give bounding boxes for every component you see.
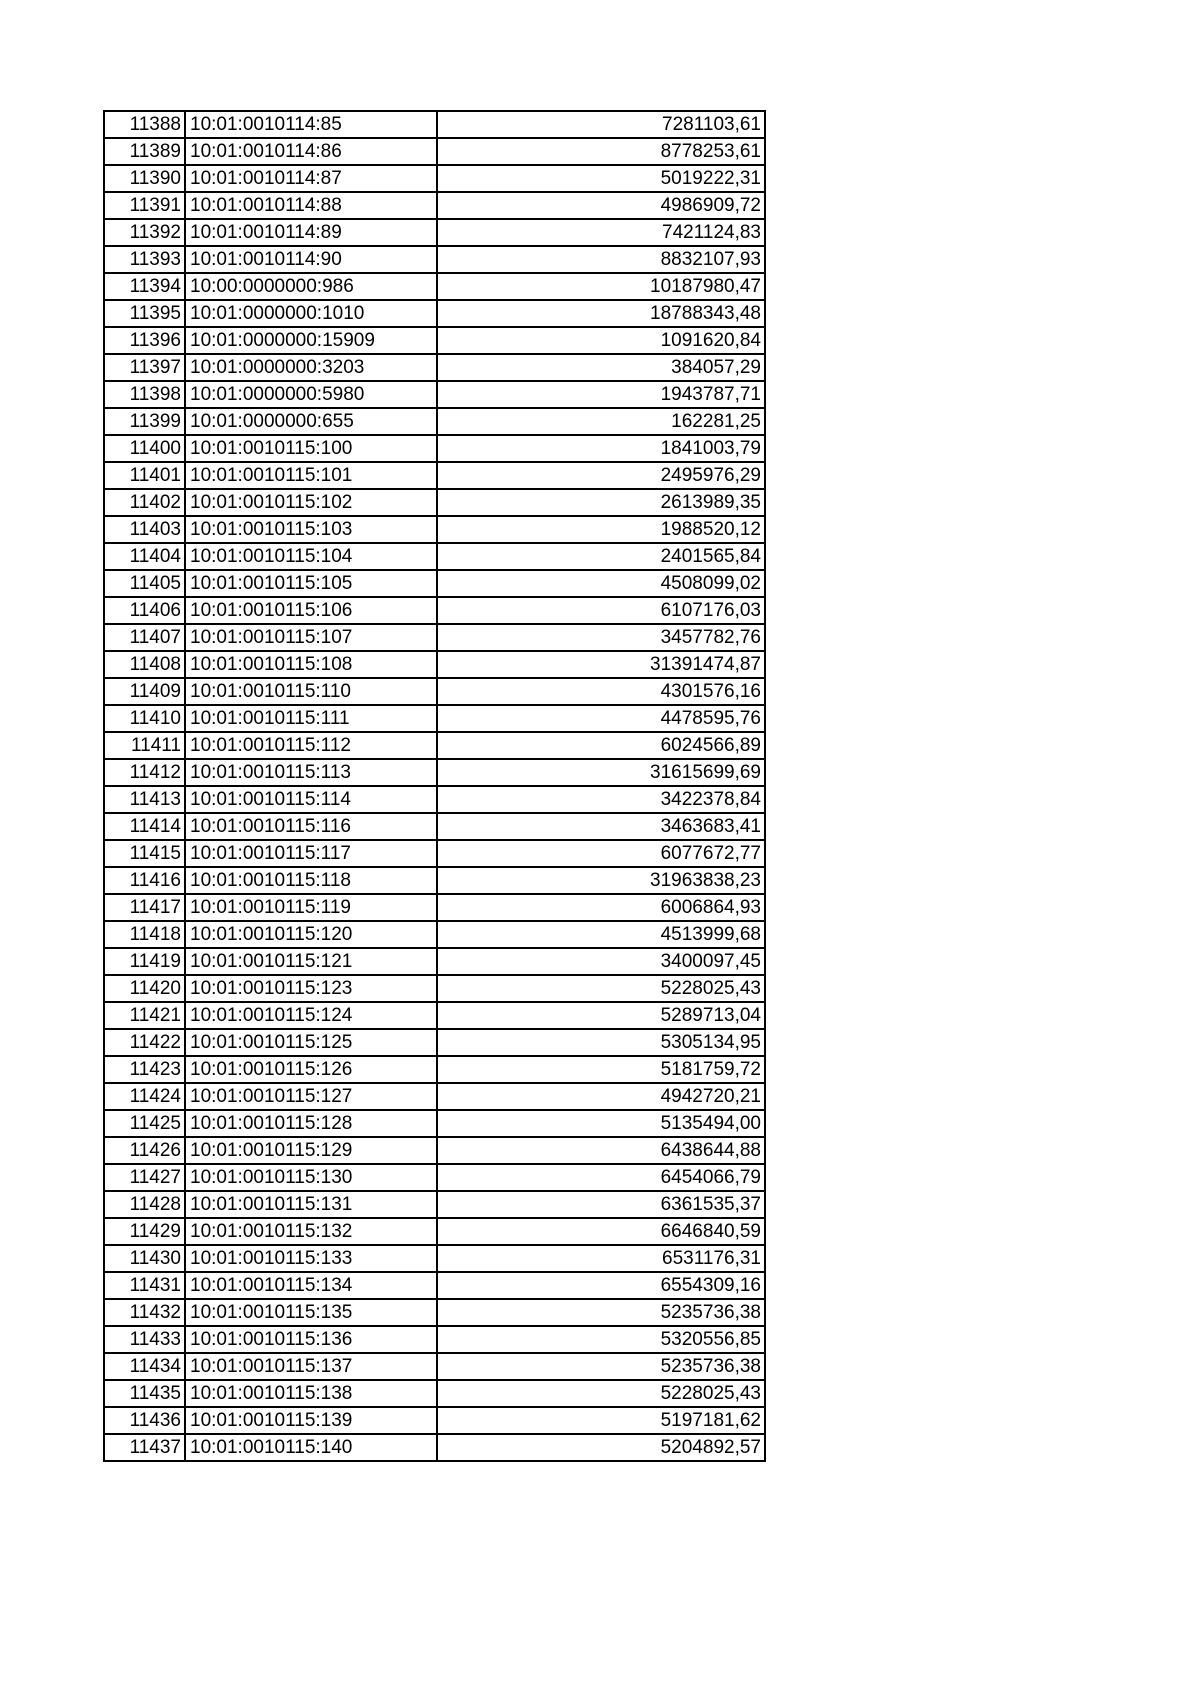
table-row [104, 1353, 765, 1380]
value-cell: 2401565,84 [437, 543, 765, 570]
value-cell: 7281103,61 [437, 111, 765, 138]
row-number-cell: 11421 [104, 1002, 185, 1029]
row-number-cell: 11392 [104, 219, 185, 246]
table-row [104, 462, 765, 489]
row-number-cell: 11434 [104, 1353, 185, 1380]
cadastral-number-cell: 10:01:0010115:121 [185, 948, 437, 975]
row-number-cell: 11408 [104, 651, 185, 678]
value-cell: 8778253,61 [437, 138, 765, 165]
value-cell: 3422378,84 [437, 786, 765, 813]
table-row [104, 1218, 765, 1245]
table-row [104, 1164, 765, 1191]
table-row [104, 192, 765, 219]
table-row [104, 1407, 765, 1434]
row-number-cell: 11429 [104, 1218, 185, 1245]
value-cell: 6361535,37 [437, 1191, 765, 1218]
cadastral-number-cell: 10:01:0010115:103 [185, 516, 437, 543]
table-row [104, 1326, 765, 1353]
row-number-cell: 11426 [104, 1137, 185, 1164]
row-number-cell: 11389 [104, 138, 185, 165]
value-cell: 4478595,76 [437, 705, 765, 732]
table-row [104, 894, 765, 921]
table-row [104, 840, 765, 867]
value-cell: 3400097,45 [437, 948, 765, 975]
cadastral-number-cell: 10:01:0010114:87 [185, 165, 437, 192]
table-row [104, 219, 765, 246]
value-cell: 1841003,79 [437, 435, 765, 462]
value-cell: 7421124,83 [437, 219, 765, 246]
cadastral-number-cell: 10:01:0010115:118 [185, 867, 437, 894]
cadastral-number-cell: 10:01:0010114:86 [185, 138, 437, 165]
cadastral-number-cell: 10:01:0010115:129 [185, 1137, 437, 1164]
cadastral-number-cell: 10:01:0000000:1010 [185, 300, 437, 327]
value-cell: 5019222,31 [437, 165, 765, 192]
cadastral-number-cell: 10:01:0010115:110 [185, 678, 437, 705]
value-cell: 5197181,62 [437, 1407, 765, 1434]
cadastral-number-cell: 10:01:0010115:114 [185, 786, 437, 813]
value-cell: 6531176,31 [437, 1245, 765, 1272]
row-number-cell: 11388 [104, 111, 185, 138]
value-cell: 10187980,47 [437, 273, 765, 300]
cadastral-number-cell: 10:01:0010115:102 [185, 489, 437, 516]
table-row [104, 435, 765, 462]
value-cell: 1091620,84 [437, 327, 765, 354]
table-row [104, 786, 765, 813]
cadastral-number-cell: 10:01:0010114:89 [185, 219, 437, 246]
value-cell: 4513999,68 [437, 921, 765, 948]
row-number-cell: 11435 [104, 1380, 185, 1407]
row-number-cell: 11419 [104, 948, 185, 975]
cadastral-number-cell: 10:01:0010115:136 [185, 1326, 437, 1353]
table-row [104, 1272, 765, 1299]
table-row [104, 759, 765, 786]
cadastral-number-cell: 10:01:0010115:127 [185, 1083, 437, 1110]
cadastral-number-cell: 10:01:0010114:90 [185, 246, 437, 273]
row-number-cell: 11396 [104, 327, 185, 354]
value-cell: 1943787,71 [437, 381, 765, 408]
cadastral-number-cell: 10:01:0000000:5980 [185, 381, 437, 408]
row-number-cell: 11413 [104, 786, 185, 813]
table-row [104, 1137, 765, 1164]
row-number-cell: 11397 [104, 354, 185, 381]
row-number-cell: 11422 [104, 1029, 185, 1056]
table-row [104, 948, 765, 975]
row-number-cell: 11398 [104, 381, 185, 408]
table-row [104, 705, 765, 732]
value-cell: 162281,25 [437, 408, 765, 435]
row-number-cell: 11433 [104, 1326, 185, 1353]
row-number-cell: 11416 [104, 867, 185, 894]
row-number-cell: 11423 [104, 1056, 185, 1083]
cadastral-number-cell: 10:01:0010115:120 [185, 921, 437, 948]
value-cell: 18788343,48 [437, 300, 765, 327]
table-row [104, 651, 765, 678]
table-row [104, 516, 765, 543]
cadastral-number-cell: 10:00:0000000:986 [185, 273, 437, 300]
table-row [104, 543, 765, 570]
table-row [104, 732, 765, 759]
value-cell: 3463683,41 [437, 813, 765, 840]
row-number-cell: 11415 [104, 840, 185, 867]
row-number-cell: 11430 [104, 1245, 185, 1272]
cadastral-number-cell: 10:01:0010115:134 [185, 1272, 437, 1299]
row-number-cell: 11405 [104, 570, 185, 597]
cadastral-number-cell: 10:01:0010115:135 [185, 1299, 437, 1326]
value-cell: 4986909,72 [437, 192, 765, 219]
row-number-cell: 11407 [104, 624, 185, 651]
row-number-cell: 11406 [104, 597, 185, 624]
table-row [104, 381, 765, 408]
cadastral-number-cell: 10:01:0000000:3203 [185, 354, 437, 381]
value-cell: 31391474,87 [437, 651, 765, 678]
cadastral-number-cell: 10:01:0010115:130 [185, 1164, 437, 1191]
cadastral-number-cell: 10:01:0010115:100 [185, 435, 437, 462]
table-row [104, 1434, 765, 1461]
table-row [104, 408, 765, 435]
row-number-cell: 11403 [104, 516, 185, 543]
cadastral-number-cell: 10:01:0010115:123 [185, 975, 437, 1002]
table-row [104, 1380, 765, 1407]
cadastral-number-cell: 10:01:0010115:107 [185, 624, 437, 651]
row-number-cell: 11424 [104, 1083, 185, 1110]
row-number-cell: 11432 [104, 1299, 185, 1326]
cadastral-number-cell: 10:01:0010115:124 [185, 1002, 437, 1029]
cadastral-number-cell: 10:01:0010115:117 [185, 840, 437, 867]
table-row [104, 1029, 765, 1056]
table-row [104, 570, 765, 597]
row-number-cell: 11411 [104, 732, 185, 759]
cadastral-number-cell: 10:01:0010115:112 [185, 732, 437, 759]
row-number-cell: 11427 [104, 1164, 185, 1191]
cadastral-number-cell: 10:01:0010114:88 [185, 192, 437, 219]
row-number-cell: 11436 [104, 1407, 185, 1434]
value-cell: 6107176,03 [437, 597, 765, 624]
table-body [104, 111, 765, 1461]
cadastral-number-cell: 10:01:0010115:116 [185, 813, 437, 840]
row-number-cell: 11391 [104, 192, 185, 219]
row-number-cell: 11414 [104, 813, 185, 840]
row-number-cell: 11402 [104, 489, 185, 516]
cadastral-number-cell: 10:01:0010115:108 [185, 651, 437, 678]
table-row [104, 1056, 765, 1083]
row-number-cell: 11428 [104, 1191, 185, 1218]
value-cell: 5204892,57 [437, 1434, 765, 1461]
table-row [104, 975, 765, 1002]
cadastral-number-cell: 10:01:0010115:126 [185, 1056, 437, 1083]
cadastral-number-cell: 10:01:0010115:125 [185, 1029, 437, 1056]
value-cell: 5235736,38 [437, 1299, 765, 1326]
table-row [104, 597, 765, 624]
value-cell: 5235736,38 [437, 1353, 765, 1380]
row-number-cell: 11404 [104, 543, 185, 570]
value-cell: 5305134,95 [437, 1029, 765, 1056]
cadastral-number-cell: 10:01:0000000:15909 [185, 327, 437, 354]
table-row [104, 813, 765, 840]
table-row [104, 300, 765, 327]
value-cell: 5181759,72 [437, 1056, 765, 1083]
row-number-cell: 11418 [104, 921, 185, 948]
value-cell: 4942720,21 [437, 1083, 765, 1110]
table-row [104, 624, 765, 651]
cadastral-number-cell: 10:01:0010115:106 [185, 597, 437, 624]
table-row [104, 1083, 765, 1110]
value-cell: 6554309,16 [437, 1272, 765, 1299]
value-cell: 6454066,79 [437, 1164, 765, 1191]
value-cell: 6438644,88 [437, 1137, 765, 1164]
row-number-cell: 11431 [104, 1272, 185, 1299]
value-cell: 5228025,43 [437, 1380, 765, 1407]
row-number-cell: 11417 [104, 894, 185, 921]
row-number-cell: 11393 [104, 246, 185, 273]
row-number-cell: 11399 [104, 408, 185, 435]
value-cell: 6006864,93 [437, 894, 765, 921]
value-cell: 1988520,12 [437, 516, 765, 543]
value-cell: 5135494,00 [437, 1110, 765, 1137]
value-cell: 6077672,77 [437, 840, 765, 867]
row-number-cell: 11409 [104, 678, 185, 705]
cadastral-number-cell: 10:01:0010115:140 [185, 1434, 437, 1461]
table-row [104, 327, 765, 354]
cadastral-number-cell: 10:01:0010115:113 [185, 759, 437, 786]
cadastral-number-cell: 10:01:0010115:105 [185, 570, 437, 597]
row-number-cell: 11395 [104, 300, 185, 327]
table-row [104, 1245, 765, 1272]
cadastral-number-cell: 10:01:0010115:104 [185, 543, 437, 570]
row-number-cell: 11437 [104, 1434, 185, 1461]
value-cell: 31963838,23 [437, 867, 765, 894]
row-number-cell: 11401 [104, 462, 185, 489]
value-cell: 5228025,43 [437, 975, 765, 1002]
table-row [104, 246, 765, 273]
value-cell: 3457782,76 [437, 624, 765, 651]
row-number-cell: 11390 [104, 165, 185, 192]
cadastral-number-cell: 10:01:0010115:138 [185, 1380, 437, 1407]
table-row [104, 867, 765, 894]
table-row [104, 1191, 765, 1218]
cadastral-number-cell: 10:01:0010115:119 [185, 894, 437, 921]
value-cell: 5289713,04 [437, 1002, 765, 1029]
table-row [104, 678, 765, 705]
value-cell: 4301576,16 [437, 678, 765, 705]
row-number-cell: 11412 [104, 759, 185, 786]
cadastral-number-cell: 10:01:0010115:131 [185, 1191, 437, 1218]
cadastral-number-cell: 10:01:0000000:655 [185, 408, 437, 435]
value-cell: 6646840,59 [437, 1218, 765, 1245]
table-row [104, 1002, 765, 1029]
table-row [104, 1110, 765, 1137]
table-row [104, 921, 765, 948]
row-number-cell: 11394 [104, 273, 185, 300]
value-cell: 2495976,29 [437, 462, 765, 489]
table-row [104, 138, 765, 165]
value-cell: 6024566,89 [437, 732, 765, 759]
table-row [104, 489, 765, 516]
table-row [104, 354, 765, 381]
cadastral-number-cell: 10:01:0010115:133 [185, 1245, 437, 1272]
table-row [104, 165, 765, 192]
value-cell: 384057,29 [437, 354, 765, 381]
value-cell: 8832107,93 [437, 246, 765, 273]
cadastral-number-cell: 10:01:0010115:137 [185, 1353, 437, 1380]
row-number-cell: 11400 [104, 435, 185, 462]
table-row [104, 1299, 765, 1326]
cadastral-number-cell: 10:01:0010114:85 [185, 111, 437, 138]
data-table [103, 110, 766, 1462]
value-cell: 5320556,85 [437, 1326, 765, 1353]
row-number-cell: 11425 [104, 1110, 185, 1137]
cadastral-number-cell: 10:01:0010115:128 [185, 1110, 437, 1137]
value-cell: 31615699,69 [437, 759, 765, 786]
row-number-cell: 11410 [104, 705, 185, 732]
value-cell: 2613989,35 [437, 489, 765, 516]
table-row [104, 111, 765, 138]
cadastral-number-cell: 10:01:0010115:101 [185, 462, 437, 489]
row-number-cell: 11420 [104, 975, 185, 1002]
cadastral-number-cell: 10:01:0010115:111 [185, 705, 437, 732]
value-cell: 4508099,02 [437, 570, 765, 597]
cadastral-number-cell: 10:01:0010115:132 [185, 1218, 437, 1245]
table-row [104, 273, 765, 300]
cadastral-number-cell: 10:01:0010115:139 [185, 1407, 437, 1434]
